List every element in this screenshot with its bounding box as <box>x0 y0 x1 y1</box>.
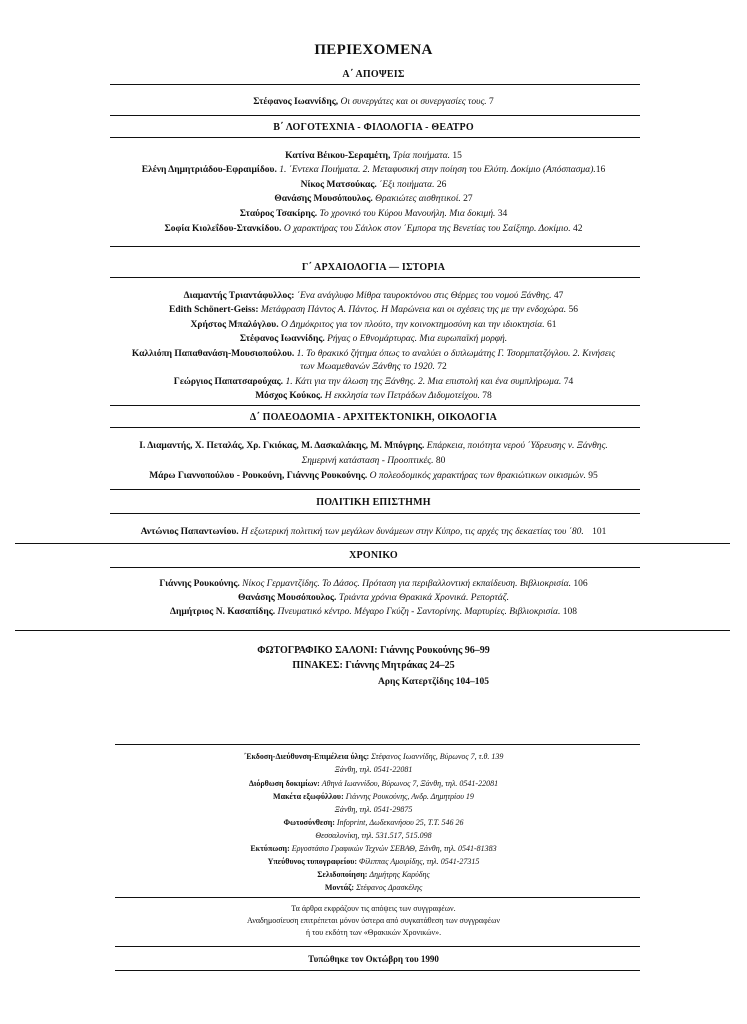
imprint-line <box>0 830 747 841</box>
toc-entry <box>0 193 747 205</box>
imprint-label: Μοντάζ: <box>324 883 355 892</box>
entry-author: Χρήστος Μπαλόγλου. <box>190 320 279 330</box>
entry-page: 74 <box>563 377 574 387</box>
imprint-line <box>0 882 747 893</box>
entry-title: Επάρκεια, ποιότητα νερού ΄Υδρευσης ν. Ξάνθης. <box>426 441 608 451</box>
imprint-value: Γιάννης Ρουκούνης, Ανδρ. Δημητρίου 19 <box>345 792 474 801</box>
imprint-value: Εργοστάσιο Γραφικών Τεχνών ΣΕΒΑΘ, Ξάνθη, τηλ. 0541-81383 <box>291 844 497 853</box>
entry-title: Σημερινή κατάσταση - Προοπτικές. <box>301 456 434 466</box>
entry-author: Θανάσης Μουσόπουλος. <box>238 593 337 603</box>
imprint-value: Στέφανος Δρασκέλης <box>356 883 423 892</box>
imprint-label: ΄Εκδοση-Διεύθυνση-Επιμέλεια ύλης: <box>243 752 370 761</box>
toc-entry <box>0 348 747 360</box>
entry-title: Μετάφραση Πάντος Α. Πάντος. Η Μαρώνεια και οι σχέσεις της με την ενδοχώρα. <box>260 305 567 315</box>
photo-salon-credit: ΦΩΤΟΓΡΑΦΙΚΟ ΣΑΛΟΝΙ: Γιάννης Ρουκούνης 96–99 <box>257 645 490 656</box>
entry-author: Στέφανος Ιωαννίδης, <box>253 97 339 107</box>
imprint-line <box>0 751 747 762</box>
divider <box>110 513 640 514</box>
imprint-value: Στέφανος Ιωαννίδης, Βύρωνος 7, τ.θ. 139 <box>371 752 504 761</box>
entry-page: 95 <box>588 471 598 481</box>
entry-page: 16 <box>595 165 606 175</box>
entry-page: 101 <box>592 527 607 537</box>
imprint-line <box>0 817 747 828</box>
imprint-line <box>0 791 747 802</box>
entry-title: Ο Δημόκριτος για τον πλούτο, την κοινοκτημοσύνη και την ιδιοκτησία. <box>280 320 545 330</box>
toc-entry <box>0 390 747 402</box>
entry-page: 47 <box>553 291 564 301</box>
imprint-value: Ξάνθη, τηλ. 0541-29875 <box>334 805 413 814</box>
imprint-label: Εκτύπωση: <box>250 844 290 853</box>
entry-author: Κατίνα Βέικου-Σεραμέτη, <box>285 151 391 161</box>
entry-page: 108 <box>562 607 577 617</box>
entry-title: Η εκκλησία των Πετράδων Διδυμοτείχου. <box>324 391 480 401</box>
toc-entry <box>0 208 747 220</box>
entry-author: Θανάσης Μουσόπουλος. <box>274 194 373 204</box>
imprint-value: Θεσσαλονίκη, τηλ. 531.517, 515.098 <box>315 831 432 840</box>
divider <box>15 630 730 631</box>
entry-title: ΄Ενα ανάγλυφο Μίθρα ταυροκτόνου στις Θέρμες του νομού Ξάνθης. <box>296 291 552 301</box>
toc-entry-continuation <box>0 361 747 373</box>
entry-title: Το χρονικό του Κύρου Μανουήλη. Μια δοκιμή. <box>319 209 496 219</box>
entry-page: 56 <box>568 305 578 315</box>
imprint-label: Υπεύθυνος τυπογραφείου: <box>267 857 358 866</box>
divider <box>110 246 640 247</box>
section-heading-c: Γ΄ ΑΡΧΑΙΟΛΟΓΙΑ — ΙΣΤΟΡΙΑ <box>301 262 446 273</box>
toc-entry-continuation <box>0 455 747 467</box>
toc-entry <box>0 150 747 162</box>
entry-title: Θρακιώτες αισθητικοί. <box>375 194 461 204</box>
entry-author: Edith Schönert-Geiss: <box>169 305 259 315</box>
entry-page: 34 <box>497 209 508 219</box>
entry-title: 1. Κάτι για την άλωση της Ξάνθης. 2. Μια επιστολή και ένα συμπλήρωμα. <box>285 377 562 387</box>
entry-page: 15 <box>452 151 462 161</box>
divider <box>110 84 640 85</box>
entry-page: 78 <box>482 391 492 401</box>
entry-author: Ι. Διαμαντής, Χ. Πεταλάς, Χρ. Γκιόκας, Μ. Δασκαλάκης, Μ. Μπόγρης. <box>139 441 425 451</box>
entry-page: 7 <box>489 97 494 107</box>
entry-author: Σταύρος Τσακίρης. <box>239 209 318 219</box>
entry-page: 80 <box>435 456 446 466</box>
entry-author: Μόσχος Κούκος. <box>255 391 323 401</box>
entry-page: 72 <box>437 362 447 372</box>
imprint-value: Ξάνθη, τηλ. 0541-22081 <box>334 765 413 774</box>
toc-entry <box>0 319 747 331</box>
divider <box>15 543 730 544</box>
section-heading-a: Α΄ ΑΠΟΨΕΙΣ <box>342 69 405 80</box>
paintings-credit: ΠΙΝΑΚΕΣ: Γιάννης Μητράκας 24–25 <box>292 660 455 671</box>
imprint-label: Φωτοσύνθεση: <box>283 818 335 827</box>
entry-title: Τρία ποιήματα. <box>392 151 450 161</box>
imprint-label: Διόρθωση δοκιμίων: <box>248 779 320 788</box>
entry-page: 106 <box>573 579 588 589</box>
imprint-line <box>0 856 747 867</box>
imprint-value: Φίλιππας Αμοιρίδης, τηλ. 0541-27315 <box>359 857 480 866</box>
entry-title: των Μωαμεθανών Ξάνθης το 1920. <box>300 362 435 372</box>
divider <box>115 897 640 898</box>
toc-entry <box>0 290 747 302</box>
section-heading-e: ΠΟΛΙΤΙΚΗ ΕΠΙΣΤΗΜΗ <box>316 497 431 508</box>
toc-entry <box>0 179 747 191</box>
imprint-label: Σελιδοποίηση: <box>317 870 368 879</box>
imprint-value: Αθηνά Ιωαννίδου, Βύρωνος 7, Ξάνθη, τηλ. 0541-22081 <box>321 779 499 788</box>
divider <box>110 567 640 568</box>
imprint-line <box>0 778 747 789</box>
toc-entry <box>0 606 747 618</box>
entry-author: Καλλιόπη Παπαθανάση-Μουσιοπούλου. <box>131 349 295 359</box>
entry-title: Η εξωτερική πολιτική των μεγάλων δυνάμεων στην Κύπρο, τις αρχές της δεκαετίας του ΄80. <box>241 527 584 537</box>
imprint-line <box>0 804 747 815</box>
page-title: ΠΕΡΙΕΧΟΜΕΝΑ <box>314 42 433 58</box>
entry-page: 42 <box>572 224 583 234</box>
entry-title: Ρήγας ο Εθνομάρτυρας. Μια ευρωπαϊκή μορφή. <box>327 334 508 344</box>
entry-page: 26 <box>436 180 447 190</box>
entry-title: Νίκος Γερμαντζίδης. Το Δάσος. Πρόταση για περιβαλλοντική εκπαίδευση. Βιβλιοκρισία. <box>242 579 571 589</box>
entry-author: Δημήτριος Ν. Κασαπίδης. <box>170 607 276 617</box>
toc-entry <box>0 440 747 452</box>
entry-author: Σοφία Κιολεΐδου-Στανκίδου. <box>164 224 282 234</box>
entry-author: Γιάννης Ρουκούνης. <box>159 579 240 589</box>
entry-title: Τριάντα χρόνια Θρακικά Χρονικά. Ρεπορτάζ. <box>338 593 509 603</box>
section-heading-f: ΧΡΟΝΙΚΟ <box>349 550 398 561</box>
divider <box>110 489 640 490</box>
entry-title: Πνευματικό κέντρο. Μέγαρο Γκύζη - Σαντορίνης. Μαρτυρίες. Βιβλιοκρισία. <box>277 607 561 617</box>
artist-credit: Αρης Κατερτζίδης 104–105 <box>378 677 489 687</box>
entry-title: Ο πολεοδομικός χαρακτήρας των θρακιώτικων οικισμών. <box>369 471 586 481</box>
entry-page: 27 <box>463 194 473 204</box>
notice-line: ή του εκδότη των «Θρακικών Χρονικών». <box>305 928 442 937</box>
toc-entry <box>0 526 747 538</box>
entry-page: 61 <box>546 320 557 330</box>
imprint-label: Μακέτα εξωφύλλου: <box>273 792 344 801</box>
divider <box>110 277 640 278</box>
imprint-value: Infoprint, Δωδεκανήσου 25, Τ.Τ. 546 26 <box>336 818 464 827</box>
toc-entry <box>0 333 747 345</box>
entry-title: 1. Το θρακικό ζήτημα όπως το αναλύει ο διπλωμάτης Γ. Τσορμπατζόγλου. 2. Κινήσεις <box>296 349 616 359</box>
divider <box>115 946 640 947</box>
imprint-line <box>0 843 747 854</box>
entry-title: 1. ΄Εντεκα Ποιήματα. 2. Μεταφυσική στην ποίηση του Ελύτη. Δοκίμιο (Απόσπασμα). <box>279 165 596 175</box>
entry-author: Μάρω Γιαννοπούλου - Ρουκούνη, Γιάννης Ρουκούνης. <box>149 471 368 481</box>
section-heading-d: Δ΄ ΠΟΛΕΟΔΟΜΙΑ - ΑΡΧΙΤΕΚΤΟΝΙΚΗ, ΟΙΚΟΛΟΓΙΑ <box>249 412 498 423</box>
entry-author: Νίκος Ματσούκας. <box>300 180 377 190</box>
notice-line: Τα άρθρα εκφράζουν τις απόψεις των συγγραφέων. <box>291 904 456 913</box>
entry-author: Αντώνιος Παπαντωνίου. <box>140 527 239 537</box>
toc-entry <box>0 578 747 590</box>
toc-entry <box>0 164 747 176</box>
imprint-line <box>0 764 747 775</box>
divider <box>110 405 640 406</box>
entry-title: Ο χαρακτήρας του Σάιλοκ στον ΄Εμπορα της Βενετίας του Σαίξπηρ. Δοκίμιο. <box>283 224 571 234</box>
toc-entry <box>0 223 747 235</box>
entry-author: Γεώργιος Παπατσαρούχας. <box>173 377 284 387</box>
entry-title: Οι συνεργάτες και οι συνεργασίες τους. <box>340 97 487 107</box>
imprint-value: Δημήτρης Καρύδης <box>369 870 430 879</box>
divider <box>110 115 640 116</box>
toc-entry <box>0 470 747 482</box>
divider <box>115 970 640 971</box>
divider <box>115 744 640 745</box>
divider <box>110 427 640 428</box>
toc-entry <box>0 592 747 604</box>
print-date: Τυπώθηκε τον Οκτώβρη του 1990 <box>308 954 439 964</box>
toc-entry <box>0 96 747 108</box>
toc-entry <box>0 376 747 388</box>
notice-line: Αναδημοσίευση επιτρέπεται μόνον ύστερα από συγκατάθεση των συγγραφέων <box>247 916 500 925</box>
section-heading-b: Β΄ ΛΟΓΟΤΕΧΝΙΑ - ΦΙΛΟΛΟΓΙΑ - ΘΕΑΤΡΟ <box>273 122 474 133</box>
entry-author: Στέφανος Ιωαννίδης. <box>239 334 325 344</box>
imprint-line <box>0 869 747 880</box>
entry-author: Διαμαντής Τριαντάφυλλος: <box>183 291 295 301</box>
entry-author: Ελένη Δημητριάδου-Εφραιμίδου. <box>141 165 277 175</box>
entry-title: ΄Εξι ποιήματα. <box>379 180 435 190</box>
divider <box>110 137 640 138</box>
toc-entry <box>0 304 747 316</box>
